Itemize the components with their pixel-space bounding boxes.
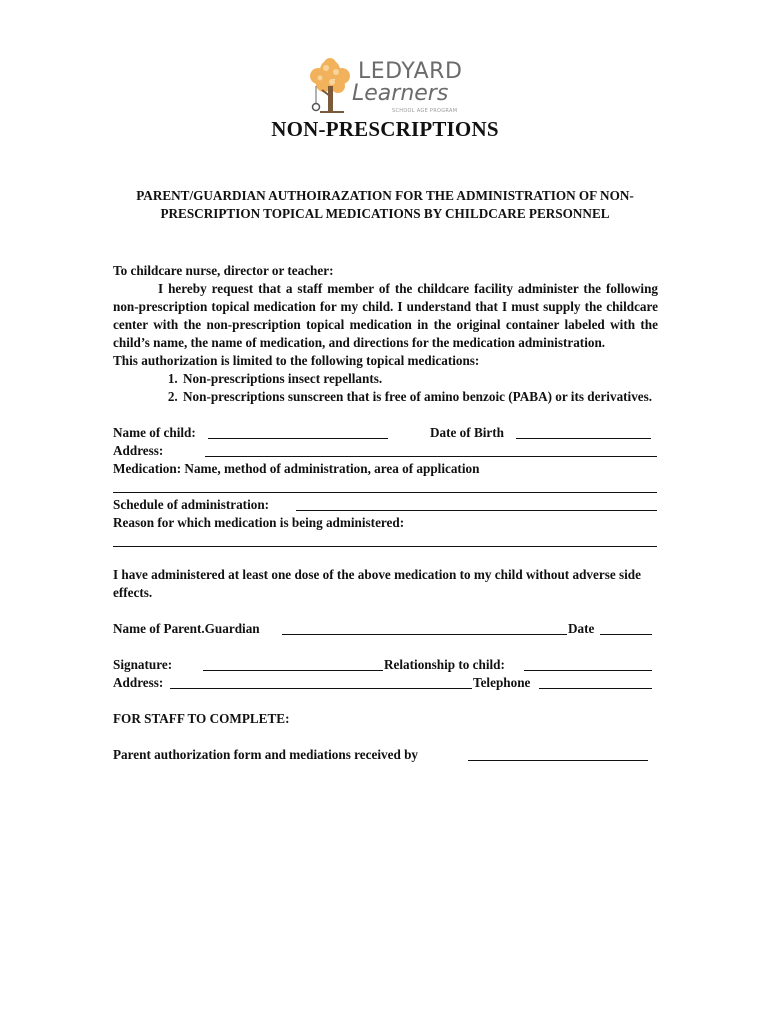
logo-wordmark-ledyard: LEDYARD <box>358 59 463 84</box>
signature-label: Signature: <box>113 657 173 672</box>
child-address-field[interactable] <box>205 442 657 457</box>
date-of-birth-label: Date of Birth <box>430 425 504 440</box>
request-paragraph: I hereby request that a staff member of the childcare facility administer the following non-prescription topical medication for my child. I understand that I must supply the childcare center with the non-prescription topical medication in the original container labeled with the child’s name, the name of medication, and directions for the medication administration. <box>113 281 658 350</box>
medication-field[interactable] <box>113 478 657 493</box>
telephone-label: Telephone <box>473 675 531 690</box>
reason-label: Reason for which medication is being administered: <box>113 515 405 530</box>
parent-date-field[interactable] <box>600 620 652 635</box>
ledyard-learners-logo <box>306 56 466 120</box>
relationship-field[interactable] <box>524 656 652 671</box>
schedule-row <box>113 496 658 514</box>
medication-label: Medication: Name, method of administration, area of application <box>113 461 480 476</box>
list-item: 2. Non-prescriptions sunscreen that is free of amino benzoic (PABA) or its derivatives. <box>181 388 658 406</box>
limit-intro: This authorization is limited to the following topical medications: <box>113 353 480 368</box>
reason-row <box>113 514 658 532</box>
logo-tagline: SCHOOL AGE PROGRAM <box>392 108 458 114</box>
salutation: To childcare nurse, director or teacher: <box>113 263 334 278</box>
staff-heading: FOR STAFF TO COMPLETE: <box>113 711 290 726</box>
medication-line-row <box>113 478 658 496</box>
staff-received-label: Parent authorization form and mediations received by <box>113 747 418 762</box>
address-label: Address: <box>113 443 164 458</box>
parent-address-label: Address: <box>113 675 164 690</box>
parent-address-row <box>113 674 658 692</box>
form-subtitle: PARENT/GUARDIAN AUTHOIRAZATION FOR THE ADMINISTRATION OF NON-PRESCRIPTION TOPICAL MEDICATIONS BY CHILDCARE PERSONNEL <box>136 188 634 221</box>
signature-row <box>113 656 658 674</box>
parent-name-field[interactable] <box>282 620 567 635</box>
staff-received-field[interactable] <box>468 746 648 761</box>
page-title: NON-PRESCRIPTIONS <box>271 117 499 141</box>
child-address-row <box>113 442 658 460</box>
name-of-child-field[interactable] <box>208 424 388 439</box>
medication-row <box>113 460 658 478</box>
child-name-row <box>113 424 658 442</box>
schedule-field[interactable] <box>296 496 657 511</box>
signature-field[interactable] <box>203 656 383 671</box>
schedule-label: Schedule of administration: <box>113 497 270 512</box>
telephone-field[interactable] <box>539 674 652 689</box>
reason-field[interactable] <box>113 532 657 547</box>
parent-name-row <box>113 620 658 638</box>
parent-date-label: Date <box>568 621 595 636</box>
parent-name-label: Name of Parent.Guardian <box>113 621 260 636</box>
list-item: 1. Non-prescriptions insect repellants. <box>181 370 658 388</box>
medication-list <box>113 370 658 406</box>
relationship-label: Relationship to child: <box>384 657 505 672</box>
logo-wordmark-learners: Learners <box>352 81 449 106</box>
dose-statement: I have administered at least one dose of the above medication to my child without adverse side effects. <box>113 567 641 600</box>
parent-address-field[interactable] <box>170 674 472 689</box>
name-of-child-label: Name of child: <box>113 425 196 440</box>
staff-received-row <box>113 746 658 764</box>
reason-line-row <box>113 532 658 550</box>
date-of-birth-field[interactable] <box>516 424 651 439</box>
form-body <box>113 262 658 764</box>
